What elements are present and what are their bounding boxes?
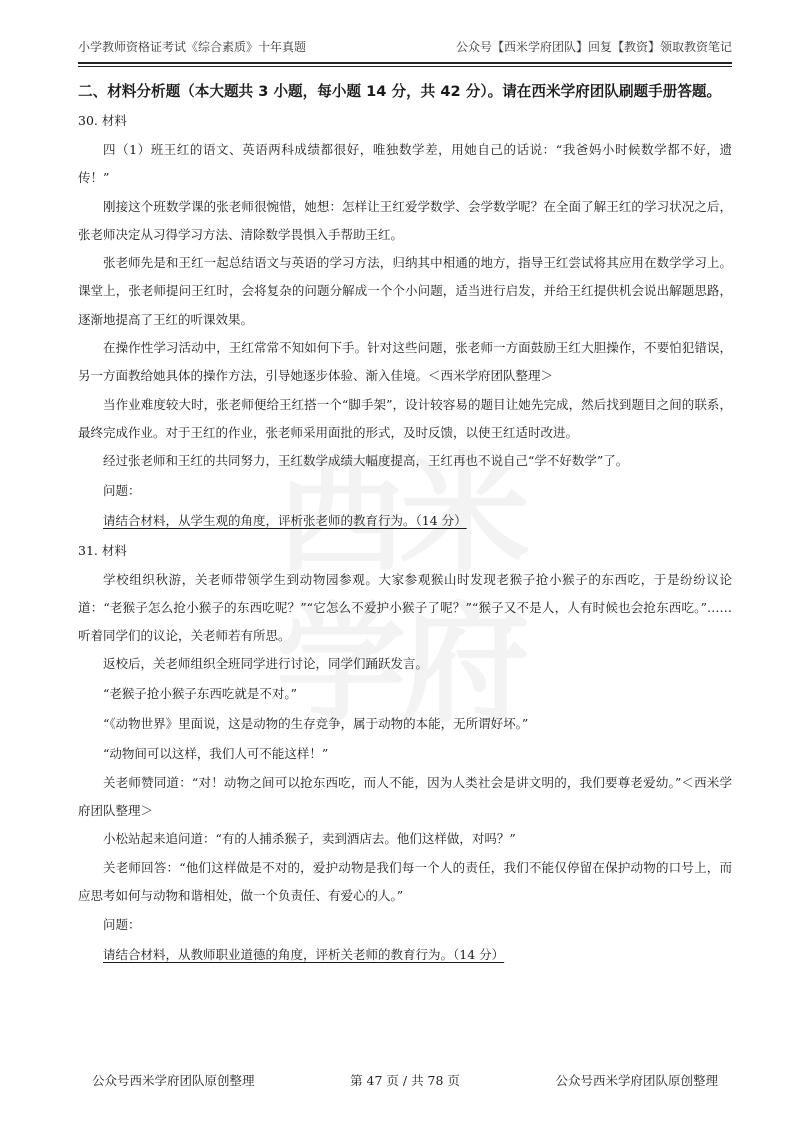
page-content <box>78 78 732 970</box>
q31-paragraph: 小松站起来追问道：“有的人捕杀猴子，卖到酒店去。他们这样做，对吗？” <box>103 831 516 847</box>
q31-paragraph: 关老师赞同道：“对！动物之间可以抢东西吃，而人不能，因为人类社会是讲文明的，我们要尊老爱幼。”＜西米学府团队整理＞ <box>78 774 732 819</box>
header-book-title: 小学教师资格证考试《综合素质》十年真题 <box>78 40 307 54</box>
q30-paragraph: 在操作性学习活动中，王红常常不知如何下手。针对这些问题，张老师一方面鼓励王红大胆操作，不要怕犯错误，另一方面教给她具体的操作方法，引导她逐步体验、渐入佳境。＜西米学府团队整理＞ <box>78 340 732 384</box>
q30-paragraph: 当作业难度较大时，张老师便给王红搭一个“脚手架”，设计较容易的题目让她先完成，然后找到题目之间的联系，最终完成作业。对于王红的作业，张老师采用面批的形式，及时反馈，以使王红适时改进。 <box>78 396 732 440</box>
q31-paragraph: 学校组织秋游，关老师带领学生到动物园参观。大家参观猴山时发现老猴子抢小猴子的东西吃，于是纷纷议论道：“老猴子怎么抢小猴子的东西吃呢？”“它怎么不爱护小猴子了呢？”“猴子又不是人，人有时候也会抢东西吃。”…… 听着同学们的议论，关老师若有所思。 <box>78 571 732 644</box>
q31-student-quote: “老猴子抢小猴子东西吃就是不对。” <box>103 685 298 701</box>
header-divider <box>78 62 732 67</box>
q31-paragraph: 关老师回答：“他们这样做是不对的，爱护动物是我们每一个人的责任，我们不能仅停留在保护动物的口号上，而应思考如何与动物和谐相处，做一个负责任、有爱心的人。” <box>78 859 732 903</box>
q31-paragraph: 返校后，关老师组织全班同学进行讨论，同学们踊跃发言。 <box>103 656 429 672</box>
q30-paragraph: 张老师先是和王红一起总结语文与英语的学习方法，归纳其中相通的地方，指导王红尝试将其应用在数学学习上。课堂上，张老师提问王红时，会将复杂的问题分解成一个个小问题，适当进行启发，并给王红提供机会说出解题思路，逐渐地提高了王红的听课效果。 <box>78 255 732 327</box>
q31-student-quote: “《动物世界》里面说，这是动物的生存竞争，属于动物的本能，无所谓好坏。” <box>103 715 529 731</box>
q31-question <box>78 940 732 970</box>
q30-paragraph: 刚接这个班数学课的张老师很惋惜，她想：怎样让王红爱学数学、会学数学呢？在全面了解王红的学习状况之后，张老师决定从习得学习方法、清除数学畏惧入手帮助王红。 <box>78 198 732 242</box>
q30-question <box>78 506 732 536</box>
q30-label: 30. 材料 <box>78 113 127 128</box>
q31-question-text: 请结合材料，从教师职业道德的角度，评析关老师的教育行为。（14 分） <box>103 947 505 963</box>
q30-paragraph: 经过张老师和王红的共同努力，王红数学成绩大幅度提高，王红再也不说自己“学不好数学”了。 <box>103 453 629 469</box>
page-number: 第 47 页 / 共 78 页 <box>350 1073 460 1088</box>
footer-left: 公众号西米学府团队原创整理 <box>92 1073 255 1088</box>
q31-question-label: 问题： <box>103 917 141 933</box>
q31-label: 31. 材料 <box>78 542 127 558</box>
q31-student-quote: “动物间可以这样，我们人可不能这样！” <box>103 745 329 761</box>
footer-right: 公众号西米学府团队原创整理 <box>555 1073 718 1088</box>
q30-question-text: 请结合材料，从学生观的角度，评析张老师的教育行为。（14 分） <box>103 512 467 528</box>
section-title: 二、材料分析题（本大题共 3 小题，每小题 14 分，共 42 分）。请在西米学府团队刷题手册答题。 <box>78 83 722 100</box>
header-promo: 公众号【西米学府团队】回复【教资】领取教资笔记 <box>455 40 732 54</box>
q30-paragraph: 四（1）班王红的语文、英语两科成绩都很好，唯独数学差，用她自己的话说：“我爸妈小时候数学都不好，遗传！” <box>78 142 732 186</box>
q30-question-label: 问题： <box>103 482 141 498</box>
